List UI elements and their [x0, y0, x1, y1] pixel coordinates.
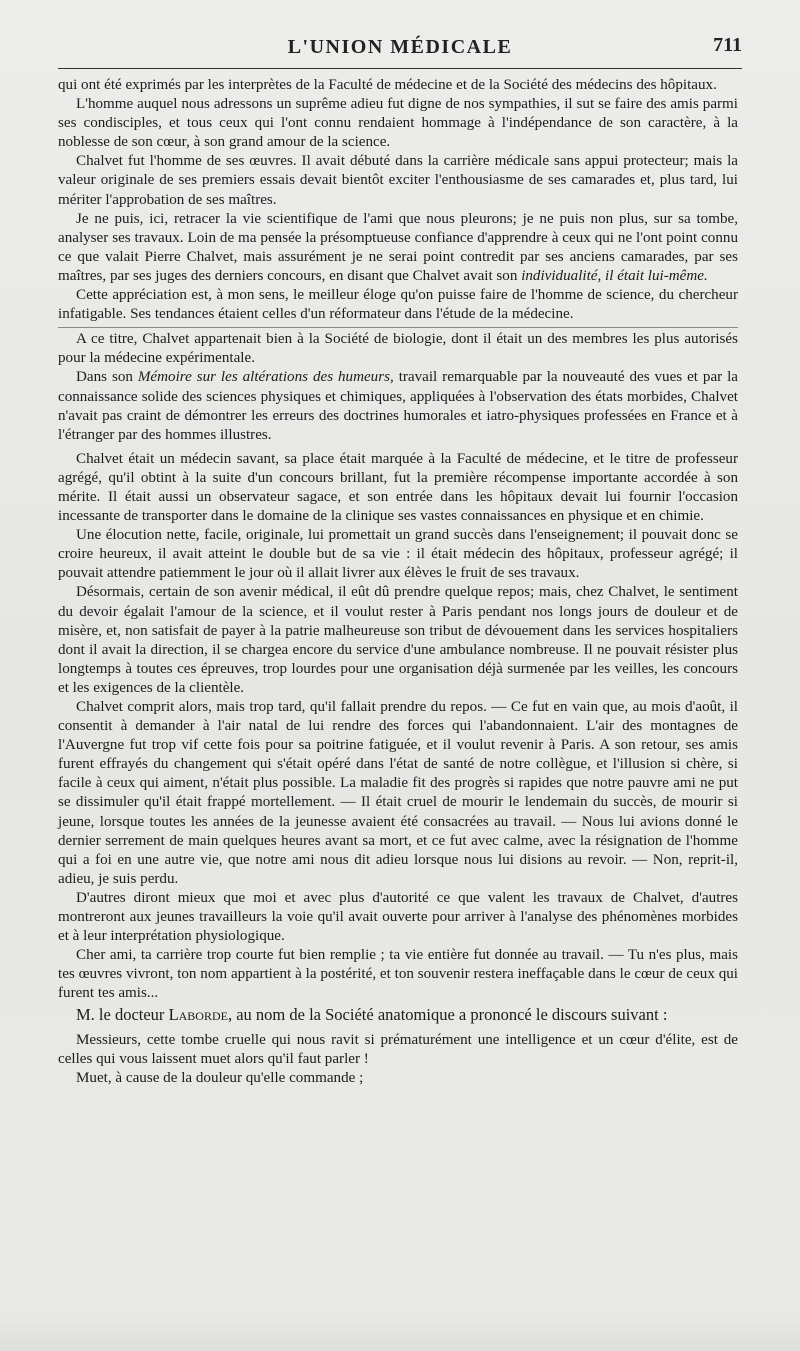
page-bottom-margin — [0, 1311, 800, 1351]
paragraph: Cher ami, ta carrière trop courte fut bien remplie ; ta vie entière fut donnée au travail. — Tu n'es plus, mais tes œuvres vivront, ton nom appartient à la postérité, et ton souvenir restera ineffaçable dans le cœur de ceux qui furent tes amis... — [58, 947, 738, 1002]
paragraph-text: Je ne puis, ici, retracer la vie scientifique de l'ami que nous pleurons; je ne puis non plus, sur sa tombe, analyser ses travaux. Loin de ma pensée la présomptueuse confiance d'apprendre à ceux qui ne l'ont point connu ce que valait Pierre Chalvet, mais assurément je ne serai point contredit par ses anciens camarades, par ses maîtres, par ses juges des derniers concours, en disant que Chalvet avait son — [58, 210, 738, 284]
journal-title: L'UNION MÉDICALE — [287, 35, 513, 58]
paragraph-text: Dans son — [76, 369, 133, 386]
paragraph: Désormais, certain de son avenir médical, il eût dû prendre quelque repos; mais, chez Chalvet, le sentiment du devoir égalait l'amour de la science, et il voulut rester à Paris pendant nos longs jours de douleur et de misère, et, non satisfait de payer à la patrie malheureuse son tribut de dévouement dans les services hospitaliers dont il avait la direction, il se chargea encore du service d'une ambulance nombreuse. Il ne pouvait résister plus longtemps à toutes ces épreuves, trop lourdes pour une organisation déjà surmenée par les veilles, les concours et les exigences de la clientèle. — [58, 584, 738, 696]
paragraph: Muet, à cause de la douleur qu'elle commande ; — [76, 1069, 364, 1086]
paragraph-continuation: qui ont été exprimés par les interprètes de la Faculté de médecine et de la Société des médecins des hôpitaux. — [58, 77, 717, 93]
section-suffix: , au nom de la Société anatomique a prononcé le discours suivant : — [227, 1004, 668, 1024]
separator-rule — [58, 327, 738, 328]
speech-introduction — [58, 1004, 738, 1026]
section-prefix: M. le docteur — [76, 1004, 165, 1024]
page-number: 711 — [713, 34, 742, 56]
paragraph: Chalvet fut l'homme de ses œuvres. Il avait débuté dans la carrière médicale sans appui protecteur; mais la valeur originale de ses premiers essais devait bientôt exciter l'enthousiasme de ses camarades et, plus tard, lui mériter l'approbation de ses maîtres. — [58, 153, 738, 208]
paragraph: D'autres diront mieux que moi et avec plus d'autorité ce que valent les travaux de Chalvet, d'autres montreront aux jeunes travailleurs la voie qu'il avait ouverte pour arriver à l'analyse des phénomènes morbides et à leur interprétation physiologique. — [58, 889, 738, 945]
paragraph: Messieurs, cette tombe cruelle qui nous ravit si prématurément une intelligence et un cœur d'élite, est de celles qui vous laissent muet alors qu'il faut parler ! — [58, 1031, 738, 1067]
italic-phrase: individualité, il était lui-même. — [521, 267, 708, 284]
paragraph — [58, 368, 738, 444]
paragraph-text: travail remarquable par la nouveauté des vues et par la connaissance solide des sciences physiques et chimiques, appliquées à l'observation des états morbides, Chalvet n'avait pas craint de démontrer les erreurs des doctrines humorales et iatro-physiques professées en France et à l'étranger par des hommes illustres. — [58, 369, 739, 443]
paragraph: A ce titre, Chalvet appartenait bien à la Société de biologie, dont il était un des membres les plus autorisés pour la médecine expérimentale. — [58, 331, 738, 367]
paragraph: L'homme auquel nous adressons un suprême adieu fut digne de nos sympathies, il sut se faire des amis parmi ses condisciples, et tous ceux qui l'ont connu rendaient hommage à l'indépendance de son caractère, à la noblesse de son cœur, à son grand amour de la science. — [58, 96, 738, 151]
paragraph: Chalvet comprit alors, mais trop tard, qu'il fallait prendre du repos. — Ce fut en vain que, au mois d'août, il consentit à demander à l'air natal de lui rendre des forces qui l'abandonnaient. L'air des montagnes de l'Auvergne fut trop vif cette fois pour sa poitrine fatiguée, et il voulut revenir à Paris. A son retour, ses amis furent effrayés du changement qui s'était opéré dans l'état de santé de notre collègue, et l'illusion si chère, si facile à ceux qui aiment, n'était plus possible. La maladie fit des progrès si rapides que notre pauvre ami ne put se dissimuler qu'il était frappé mortellement. — Il était cruel de mourir le lendemain du succès, de mourir si jeune, lorsque toutes les années de la jeunesse avaient été consacrées au travail. — Nous lui avions donné le dernier serrement de main quelques heures avant sa mort, et ce fut avec calme, avec la résignation de l'homme qui a foi en une autre vie, que notre ami nous dit adieu lorsque nous lui disions au revoir. — Non, reprit-il, adieu, je suis perdu. — [58, 699, 738, 887]
paragraph: Chalvet était un médecin savant, sa place était marquée à la Faculté de médecine, et le titre de professeur agrégé, qu'il obtint à la suite d'un concours brillant, fut la première récompense importante accordée à son mérite. Il était aussi un observateur sagace, et son entrée dans les hôpitaux devait lui fournir l'occasion incessante de transporter dans le domaine de la clinique ses vastes connaissances en physique et en chimie. — [58, 450, 738, 525]
paragraph: Cette appréciation est, à mon sens, le meilleur éloge qu'on puisse faire de l'homme de science, du chercheur infatigable. Ses tendances étaient celles d'un réformateur dans l'étude de la médecine. — [58, 287, 738, 323]
speaker-name: Laborde — [168, 1004, 228, 1024]
memoire-title: Mémoire sur les altérations des humeurs, — [137, 369, 394, 386]
running-header — [58, 30, 742, 64]
header-rule — [58, 68, 742, 69]
paragraph: Une élocution nette, facile, originale, lui promettait un grand succès dans l'enseignement; il pouvait donc se croire heureux, il avait atteint le double but de sa vie : il était médecin des hôpitaux, professeur agrégé; il pouvait attendre patiemment le jour où il allait livrer aux élèves le fruit de ses travaux. — [58, 527, 738, 582]
article-body — [58, 76, 738, 1088]
paragraph — [58, 210, 738, 286]
